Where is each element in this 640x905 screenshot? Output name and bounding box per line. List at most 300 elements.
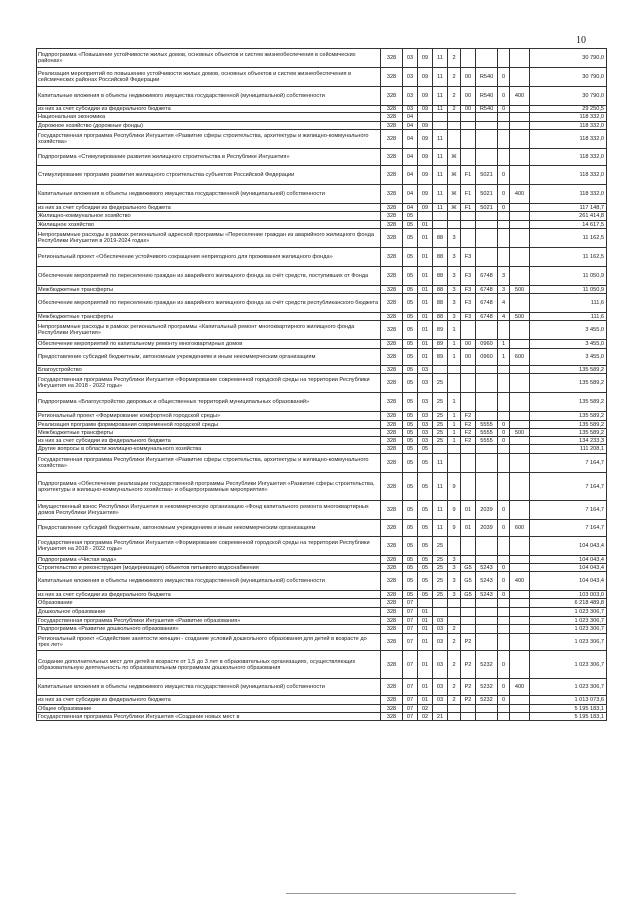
table-row xyxy=(37,393,607,412)
row-code-0: 328 xyxy=(381,185,403,204)
row-code-3: 25 xyxy=(433,374,448,393)
row-name: Межбюджетные трансферты xyxy=(37,286,381,294)
row-name: Обеспечение мероприятий по переселению граждан из аварийного жилищного фонда за счёт средств, поступивших от Фонда xyxy=(37,267,381,286)
row-code-0: 328 xyxy=(381,617,403,625)
row-code-5 xyxy=(461,537,476,556)
row-code-2: 05 xyxy=(418,501,433,520)
row-code-8 xyxy=(510,130,530,149)
row-code-3: 88 xyxy=(433,313,448,321)
row-code-0: 328 xyxy=(381,204,403,212)
budget-table xyxy=(36,48,607,721)
row-code-1: 07 xyxy=(403,696,418,705)
row-code-5: F2 xyxy=(461,437,476,445)
row-code-7 xyxy=(498,49,510,68)
table-row xyxy=(37,87,607,106)
row-name: Подпрограмма «Развитие дошкольного образования» xyxy=(37,625,381,634)
row-code-1: 05 xyxy=(403,229,418,248)
row-code-8 xyxy=(510,445,530,454)
row-code-3 xyxy=(433,122,448,130)
row-code-6: 5243 xyxy=(476,591,498,599)
row-name: Общее образование xyxy=(37,705,381,713)
row-amount: 1 013 073,6 xyxy=(530,696,607,705)
row-code-2: 09 xyxy=(418,166,433,185)
row-code-6 xyxy=(476,412,498,421)
row-code-6 xyxy=(476,248,498,267)
row-code-8 xyxy=(510,68,530,87)
row-code-6 xyxy=(476,599,498,608)
row-code-0: 328 xyxy=(381,705,403,713)
row-code-0: 328 xyxy=(381,229,403,248)
row-code-0: 328 xyxy=(381,313,403,321)
row-code-5: 00 xyxy=(461,87,476,106)
table-row xyxy=(37,149,607,166)
row-code-8 xyxy=(510,149,530,166)
row-amount: 1 023 306,7 xyxy=(530,651,607,679)
row-code-8 xyxy=(510,113,530,122)
row-code-2: 01 xyxy=(418,248,433,267)
row-code-3: 03 xyxy=(433,696,448,705)
row-name: Региональный проект «Обеспечение устойчивого сокращения непригодного для проживания жилищного фонда» xyxy=(37,248,381,267)
row-amount: 135 589,2 xyxy=(530,412,607,421)
row-code-2: 09 xyxy=(418,68,433,87)
row-code-1: 05 xyxy=(403,437,418,445)
row-code-6: 5232 xyxy=(476,696,498,705)
row-code-2: 01 xyxy=(418,229,433,248)
row-code-0: 328 xyxy=(381,608,403,617)
row-code-1: 03 xyxy=(403,49,418,68)
row-code-2: 05 xyxy=(418,572,433,591)
row-name: Капитальные вложения в объекты недвижимого имущества государственной (муниципальной) собственности xyxy=(37,87,381,106)
row-code-1: 03 xyxy=(403,68,418,87)
row-code-1: 07 xyxy=(403,599,418,608)
row-code-7 xyxy=(498,634,510,651)
row-code-7 xyxy=(498,412,510,421)
row-code-1: 05 xyxy=(403,248,418,267)
row-name: Обеспечение мероприятий по капитальному ремонту многоквартирных домов xyxy=(37,340,381,349)
row-code-0: 328 xyxy=(381,634,403,651)
row-code-3: 25 xyxy=(433,421,448,429)
row-code-6 xyxy=(476,556,498,564)
row-code-3 xyxy=(433,608,448,617)
row-amount: 6 218 489,8 xyxy=(530,599,607,608)
row-code-3: 89 xyxy=(433,349,448,366)
row-code-1: 07 xyxy=(403,705,418,713)
row-code-1: 05 xyxy=(403,445,418,454)
row-code-5: 00 xyxy=(461,340,476,349)
row-code-5 xyxy=(461,608,476,617)
row-code-0: 328 xyxy=(381,166,403,185)
row-code-6 xyxy=(476,445,498,454)
row-code-0: 328 xyxy=(381,437,403,445)
row-amount: 14 617,5 xyxy=(530,221,607,229)
row-code-8: 600 xyxy=(510,349,530,366)
row-code-8 xyxy=(510,212,530,221)
row-code-3: 25 xyxy=(433,393,448,412)
row-code-8 xyxy=(510,122,530,130)
table-row xyxy=(37,421,607,429)
row-code-6: 2039 xyxy=(476,501,498,520)
row-code-1: 05 xyxy=(403,313,418,321)
row-code-4 xyxy=(448,130,461,149)
row-code-8 xyxy=(510,625,530,634)
row-code-5 xyxy=(461,49,476,68)
row-code-7: 0 xyxy=(498,87,510,106)
row-code-6 xyxy=(476,537,498,556)
row-code-7 xyxy=(498,130,510,149)
row-name: из них за счет субсидии из федерального бюджета xyxy=(37,204,381,212)
table-row xyxy=(37,454,607,473)
row-code-2: 01 xyxy=(418,321,433,340)
table-row xyxy=(37,212,607,221)
row-code-2: 03 xyxy=(418,374,433,393)
row-code-4: 3 xyxy=(448,591,461,599)
row-code-2: 03 xyxy=(418,429,433,437)
row-code-6: 5555 xyxy=(476,421,498,429)
row-code-1: 04 xyxy=(403,122,418,130)
row-code-3: 88 xyxy=(433,229,448,248)
table-row xyxy=(37,679,607,696)
row-code-5: 01 xyxy=(461,501,476,520)
row-code-1: 05 xyxy=(403,366,418,374)
row-code-7 xyxy=(498,625,510,634)
row-code-2: 01 xyxy=(418,294,433,313)
row-code-8 xyxy=(510,106,530,113)
row-name: Обеспечение мероприятий по переселению граждан из аварийного жилищного фонда за счёт средств республиканского бюджета xyxy=(37,294,381,313)
row-code-1: 03 xyxy=(403,87,418,106)
row-code-0: 328 xyxy=(381,564,403,572)
row-code-6: 5232 xyxy=(476,651,498,679)
row-code-2: 05 xyxy=(418,556,433,564)
row-code-7 xyxy=(498,445,510,454)
row-amount: 135 589,2 xyxy=(530,374,607,393)
row-code-7: 0 xyxy=(498,68,510,87)
row-code-5 xyxy=(461,393,476,412)
table-row xyxy=(37,445,607,454)
row-code-8 xyxy=(510,229,530,248)
row-name: Государственная программа Республики Ингушетия «Формирование современной городской среды на территории Республики Ингушетия на 2018 - 2022 годы» xyxy=(37,374,381,393)
row-name: Строительство и реконструкция (модернизация) объектов питьевого водоснабжения xyxy=(37,564,381,572)
row-amount: 7 164,7 xyxy=(530,501,607,520)
row-code-0: 328 xyxy=(381,696,403,705)
row-code-4 xyxy=(448,617,461,625)
row-code-3: 03 xyxy=(433,651,448,679)
row-code-5: G5 xyxy=(461,591,476,599)
row-code-5 xyxy=(461,229,476,248)
row-name: Жилищное хозяйство xyxy=(37,221,381,229)
row-code-7: 0 xyxy=(498,166,510,185)
row-code-2: 09 xyxy=(418,185,433,204)
row-name: Государственная программа Республики Ингушетия «Развитие образования» xyxy=(37,617,381,625)
table-row xyxy=(37,122,607,130)
row-code-8: 400 xyxy=(510,185,530,204)
row-code-3: 25 xyxy=(433,591,448,599)
row-code-8 xyxy=(510,204,530,212)
row-code-3: 11 xyxy=(433,204,448,212)
row-code-6 xyxy=(476,625,498,634)
row-code-5: 01 xyxy=(461,520,476,537)
row-code-4: 9 xyxy=(448,473,461,501)
row-amount: 135 589,2 xyxy=(530,393,607,412)
row-code-3: 89 xyxy=(433,340,448,349)
row-code-7: 0 xyxy=(498,679,510,696)
row-code-7 xyxy=(498,374,510,393)
table-row xyxy=(37,591,607,599)
table-row xyxy=(37,286,607,294)
row-code-3: 03 xyxy=(433,625,448,634)
row-code-3: 11 xyxy=(433,106,448,113)
row-code-2: 09 xyxy=(418,149,433,166)
row-amount: 134 233,3 xyxy=(530,437,607,445)
row-code-7 xyxy=(498,556,510,564)
row-code-4: 2 xyxy=(448,87,461,106)
row-code-1: 07 xyxy=(403,625,418,634)
table-row xyxy=(37,204,607,212)
row-code-4: Ж xyxy=(448,166,461,185)
row-code-1: 05 xyxy=(403,421,418,429)
row-amount: 7 164,7 xyxy=(530,520,607,537)
row-code-2: 09 xyxy=(418,87,433,106)
row-amount: 118 332,0 xyxy=(530,122,607,130)
row-name: Подпрограмма «Благоустройство дворовых и общественных территорий муниципальных образований» xyxy=(37,393,381,412)
row-code-3: 11 xyxy=(433,185,448,204)
row-code-1: 04 xyxy=(403,130,418,149)
row-code-1: 05 xyxy=(403,349,418,366)
row-code-8 xyxy=(510,591,530,599)
row-code-3: 03 xyxy=(433,679,448,696)
row-amount: 104 043,4 xyxy=(530,564,607,572)
row-code-3: 25 xyxy=(433,572,448,591)
row-code-4 xyxy=(448,366,461,374)
row-code-8 xyxy=(510,617,530,625)
row-code-5: F3 xyxy=(461,267,476,286)
row-code-7: 1 xyxy=(498,349,510,366)
row-code-7 xyxy=(498,149,510,166)
row-code-1: 05 xyxy=(403,429,418,437)
row-amount: 104 043,4 xyxy=(530,556,607,564)
row-code-7 xyxy=(498,617,510,625)
table-row xyxy=(37,366,607,374)
row-code-4: 2 xyxy=(448,651,461,679)
row-code-3 xyxy=(433,705,448,713)
row-code-5: F2 xyxy=(461,421,476,429)
row-code-3: 11 xyxy=(433,87,448,106)
row-code-7 xyxy=(498,393,510,412)
row-code-7 xyxy=(498,599,510,608)
row-code-3 xyxy=(433,113,448,122)
table-row xyxy=(37,49,607,68)
row-code-8 xyxy=(510,374,530,393)
table-row xyxy=(37,130,607,149)
row-code-6: 5555 xyxy=(476,437,498,445)
row-code-7: 3 xyxy=(498,267,510,286)
row-code-8 xyxy=(510,421,530,429)
row-code-1: 05 xyxy=(403,591,418,599)
row-code-2: 01 xyxy=(418,349,433,366)
row-code-4: 3 xyxy=(448,564,461,572)
table-row xyxy=(37,651,607,679)
row-code-2: 09 xyxy=(418,49,433,68)
row-name: Реализация мероприятий по повышению устойчивости жилых домов, основных объектов и систем жизнеобеспечения в сейсмических районах Российской Федерации xyxy=(37,68,381,87)
row-code-8 xyxy=(510,556,530,564)
row-code-3: 21 xyxy=(433,713,448,721)
row-code-0: 328 xyxy=(381,599,403,608)
table-row xyxy=(37,608,607,617)
row-code-8 xyxy=(510,412,530,421)
row-code-5 xyxy=(461,374,476,393)
row-code-3: 11 xyxy=(433,166,448,185)
row-code-0: 328 xyxy=(381,537,403,556)
row-code-5 xyxy=(461,130,476,149)
row-amount: 135 589,2 xyxy=(530,429,607,437)
row-code-6 xyxy=(476,608,498,617)
row-code-5 xyxy=(461,454,476,473)
row-amount: 3 455,0 xyxy=(530,349,607,366)
row-code-3: 25 xyxy=(433,437,448,445)
row-code-1: 07 xyxy=(403,713,418,721)
row-code-4: 1 xyxy=(448,412,461,421)
row-code-7 xyxy=(498,229,510,248)
table-row xyxy=(37,696,607,705)
row-amount: 7 164,7 xyxy=(530,454,607,473)
row-code-0: 328 xyxy=(381,49,403,68)
table-row xyxy=(37,349,607,366)
row-code-7: 0 xyxy=(498,572,510,591)
row-code-7: 0 xyxy=(498,106,510,113)
row-code-2: 05 xyxy=(418,591,433,599)
row-code-4: 3 xyxy=(448,294,461,313)
row-code-8 xyxy=(510,340,530,349)
row-code-7: 1 xyxy=(498,340,510,349)
row-code-7: 0 xyxy=(498,421,510,429)
row-code-4: 1 xyxy=(448,429,461,437)
row-code-0: 328 xyxy=(381,501,403,520)
row-amount: 11 050,9 xyxy=(530,267,607,286)
row-amount: 7 164,7 xyxy=(530,473,607,501)
row-code-1: 05 xyxy=(403,393,418,412)
row-name: Другие вопросы в области жилищно-коммунального хозяйства xyxy=(37,445,381,454)
row-code-1: 05 xyxy=(403,340,418,349)
row-code-5: P2 xyxy=(461,696,476,705)
row-code-2: 05 xyxy=(418,564,433,572)
row-code-7 xyxy=(498,122,510,130)
row-name: Межбюджетные трансферты xyxy=(37,313,381,321)
row-code-4 xyxy=(448,599,461,608)
row-name: Благоустройство xyxy=(37,366,381,374)
table-row xyxy=(37,705,607,713)
row-code-0: 328 xyxy=(381,340,403,349)
row-code-0: 328 xyxy=(381,572,403,591)
table-row xyxy=(37,313,607,321)
table-row xyxy=(37,185,607,204)
row-code-2: 01 xyxy=(418,679,433,696)
row-code-6 xyxy=(476,221,498,229)
row-code-2: 01 xyxy=(418,313,433,321)
row-code-7: 0 xyxy=(498,204,510,212)
row-code-6: 6748 xyxy=(476,313,498,321)
row-code-8: 400 xyxy=(510,679,530,696)
row-code-2: 05 xyxy=(418,537,433,556)
row-code-5: F2 xyxy=(461,412,476,421)
row-code-5: F1 xyxy=(461,166,476,185)
row-code-1: 05 xyxy=(403,374,418,393)
row-code-2: 01 xyxy=(418,286,433,294)
row-code-0: 328 xyxy=(381,393,403,412)
row-code-8: 600 xyxy=(510,520,530,537)
row-code-2 xyxy=(418,113,433,122)
table-row xyxy=(37,229,607,248)
row-code-4: 3 xyxy=(448,248,461,267)
table-row xyxy=(37,599,607,608)
row-code-3: 11 xyxy=(433,520,448,537)
row-amount: 1 023 306,7 xyxy=(530,625,607,634)
row-code-0: 328 xyxy=(381,520,403,537)
row-code-3: 03 xyxy=(433,634,448,651)
row-code-6: 6748 xyxy=(476,294,498,313)
row-code-4: 2 xyxy=(448,106,461,113)
row-amount: 111 208,1 xyxy=(530,445,607,454)
row-code-3 xyxy=(433,221,448,229)
row-code-4 xyxy=(448,212,461,221)
row-code-4 xyxy=(448,374,461,393)
row-code-8 xyxy=(510,705,530,713)
row-name: Предоставление субсидий бюджетным, автономным учреждениям и иным некоммерческим организациям xyxy=(37,520,381,537)
row-code-6: R540 xyxy=(476,68,498,87)
row-code-2: 02 xyxy=(418,705,433,713)
row-code-5 xyxy=(461,122,476,130)
row-code-0: 328 xyxy=(381,286,403,294)
row-name: Образование xyxy=(37,599,381,608)
row-code-3: 25 xyxy=(433,412,448,421)
row-name: Создание дополнительных мест для детей в возрасте от 1,5 до 3 лет в образовательных организациях, осуществляющих образовательную деятельность по образовательным программам дошкольного образования xyxy=(37,651,381,679)
row-amount: 5 195 183,1 xyxy=(530,705,607,713)
row-code-1: 05 xyxy=(403,412,418,421)
row-code-6: 2039 xyxy=(476,520,498,537)
table-row xyxy=(37,68,607,87)
row-code-2: 09 xyxy=(418,130,433,149)
row-code-6 xyxy=(476,634,498,651)
row-code-5: 00 xyxy=(461,349,476,366)
row-code-7 xyxy=(498,473,510,501)
row-code-4 xyxy=(448,705,461,713)
row-code-5: G5 xyxy=(461,564,476,572)
row-code-0: 328 xyxy=(381,651,403,679)
row-amount: 111,6 xyxy=(530,294,607,313)
table-row xyxy=(37,106,607,113)
row-code-6: 5243 xyxy=(476,564,498,572)
row-code-0: 328 xyxy=(381,591,403,599)
row-code-2: 03 xyxy=(418,412,433,421)
row-code-0: 328 xyxy=(381,248,403,267)
row-code-0: 328 xyxy=(381,294,403,313)
row-code-4 xyxy=(448,454,461,473)
row-code-8 xyxy=(510,454,530,473)
row-amount: 11 162,5 xyxy=(530,229,607,248)
table-row xyxy=(37,634,607,651)
row-code-0: 328 xyxy=(381,212,403,221)
row-code-7: 0 xyxy=(498,564,510,572)
row-code-3: 11 xyxy=(433,473,448,501)
row-code-4: 2 xyxy=(448,634,461,651)
row-name: Подпрограмма «Стимулирование развития жилищного строительства в Республике Ингушетия» xyxy=(37,149,381,166)
row-code-4: 3 xyxy=(448,229,461,248)
row-name: из них за счет субсидии из федерального бюджета xyxy=(37,591,381,599)
row-name: Государственная программа Республики Ингушетия «Создание новых мест в xyxy=(37,713,381,721)
row-code-4: 1 xyxy=(448,393,461,412)
row-code-1: 05 xyxy=(403,537,418,556)
row-code-5: F2 xyxy=(461,429,476,437)
row-code-5 xyxy=(461,473,476,501)
row-code-5 xyxy=(461,617,476,625)
